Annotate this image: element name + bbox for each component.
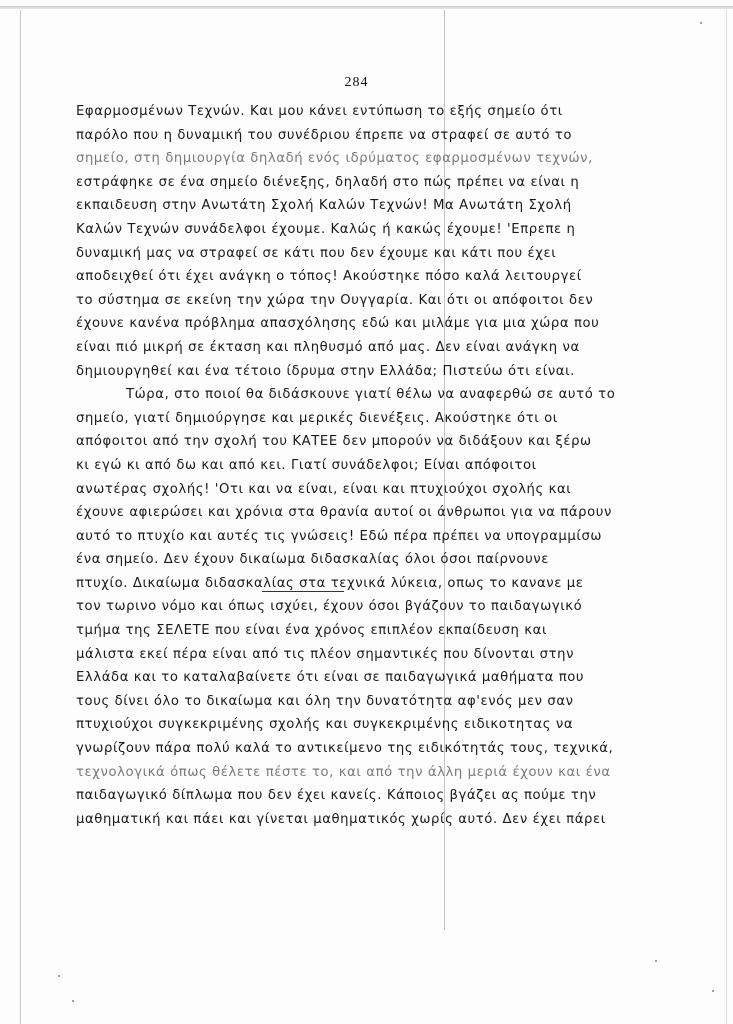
text-line: τμήμα της ΣΕΛΕΤΕ που είναι ένα χρόνος επιπλέον εκπαίδευση και — [76, 623, 548, 639]
text-line: Εφαρμοσμένων Τεχνών. Και μου κάνει εντύπωση το εξής σημείο ότι — [76, 104, 563, 119]
text-line: το σύστημα σε εκείνη την χώρα την Ουγγαρία. Και ότι οι απόφοιτοι δεν — [76, 292, 594, 308]
text-line: έχουνε αφιερώσει και χρόνια στα θρανία αυτοί οι άνθρωποι για να πάρουν — [76, 505, 612, 521]
page-number: 284 — [344, 75, 369, 90]
handwritten-underline — [262, 591, 344, 592]
text-line: δημιουργηθεί και ένα τέτοιο ίδρυμα στην Ελλάδα; Πιστεύω ότι είναι. — [76, 363, 575, 379]
text-line: σημείο, γιατί δημιούργησε και μερικές διενέξεις. Ακούστηκε ότι οι — [76, 410, 558, 426]
scan-speck — [72, 1000, 74, 1002]
body-text — [76, 100, 624, 831]
scan-left-edge — [20, 10, 21, 1024]
text-line: Ελλάδα και το καταλαβαίνετε ότι είναι σε παιδαγωγικά μαθήματα που — [76, 670, 585, 686]
scan-right-edge — [726, 10, 727, 1024]
text-line: ένα σημείο. Δεν έχουν δικαίωμα διδασκαλίας όλοι όσοι παίρνουνε — [76, 552, 549, 568]
text-line: Τώρα, στο ποιοί θα διδάσκουνε γιατί θέλω να αναφερθώ σε αυτό το — [126, 387, 616, 403]
text-line: μαθηματική και πάει και γίνεται μαθηματικός χωρίς αυτό. Δεν έχει πάρει — [76, 811, 606, 827]
text-line: παιδαγωγικό δίπλωμα που δεν έχει κανείς. Κάποιος βγάζει ας πούμε την — [76, 788, 597, 804]
text-line: τον τωρινο νόμο και όπως ισχύει, έχουν όσοι βγάζουν το παιδαγωγικό — [76, 599, 583, 615]
text-line: πτυχιούχοι συγκεκριμένης σχολής και συγκεκριμένης ειδικοτητας να — [76, 717, 574, 733]
text-line: κι εγώ κι από δω και από κει. Γιατί συνάδελφοι; Είναι απόφοιτοι — [76, 457, 537, 473]
text-line: πτυχίο. Δικαίωμα διδασκαλίας στα τεχνικά λύκεια, οπως το κανανε με — [76, 575, 584, 591]
text-line: παρόλο που η δυναμική του συνέδριου έπρεπε να στραφεί σε αυτό το — [76, 127, 573, 143]
scan-speck — [655, 960, 657, 962]
text-line: εκπαιδευση στην Ανωτάτη Σχολή Καλών Τεχνών! Μα Ανωτάτη Σχολή — [76, 198, 572, 214]
text-line: αποδειχθεί ότι έχει ανάγκη ο τόπος! Ακούστηκε πόσο καλά λειτουργεί — [76, 269, 582, 285]
text-line: τεχνολογικά όπως θέλετε πέστε το, και από την άλλη μεριά έχουν και ένα — [76, 764, 611, 780]
text-line: ανωτέρας σχολής! 'Οτι και να είναι, είναι και πτυχιούχοι σχολής και — [76, 481, 572, 497]
text-line: έχουνε κανένα πρόβλημα απασχόλησης εδώ και μιλάμε για μια χώρα που — [76, 316, 600, 332]
text-line: τους δίνει όλο το δικαίωμα και όλη την δυνατότητα αφ'ενός μεν σαν — [76, 693, 574, 709]
text-line: Καλών Τεχνών συνάδελφοι έχουμε. Καλώς ή κακώς έχουμε! 'Επρεπε η — [76, 221, 576, 237]
text-line: μάλιστα εκεί πέρα είναι από τις πλέον σημαντικές που δίνονται στην — [76, 646, 575, 662]
text-line: εστράφηκε σε ένα σημείο διένεξης, δηλαδή στο πώς πρέπει να είναι η — [76, 174, 580, 190]
text-line: είναι πιό μικρή σε έκταση και πληθυσμό από μας. Δεν είναι ανάγκη να — [76, 339, 580, 355]
text-line: απόφοιτοι από την σχολή του ΚΑΤΕΕ δεν μπορούν να διδάξουν και ξέρω — [76, 434, 592, 450]
text-line: γνωρίζουν πάρα πολύ καλά το αντικείμενο της ειδικότητάς τους, τεχνικά, — [76, 741, 614, 757]
scan-speck — [700, 22, 702, 24]
scan-speck — [712, 990, 714, 992]
text-line: δυναμική μας να στραφεί σε κάτι που δεν έχουμε και κάτι που έχει — [76, 245, 557, 261]
text-line: σημείο, στη δημιουργία δηλαδή ενός ιδρύματος εφαρμοσμένων τεχνών, — [76, 151, 593, 167]
scan-speck — [58, 975, 60, 977]
text-line: αυτό το πτυχίο και αυτές τις γνώσεις! Εδώ πέρα πρέπει να υπογραμμίσω — [76, 528, 603, 544]
scan-top-edge — [0, 6, 733, 9]
